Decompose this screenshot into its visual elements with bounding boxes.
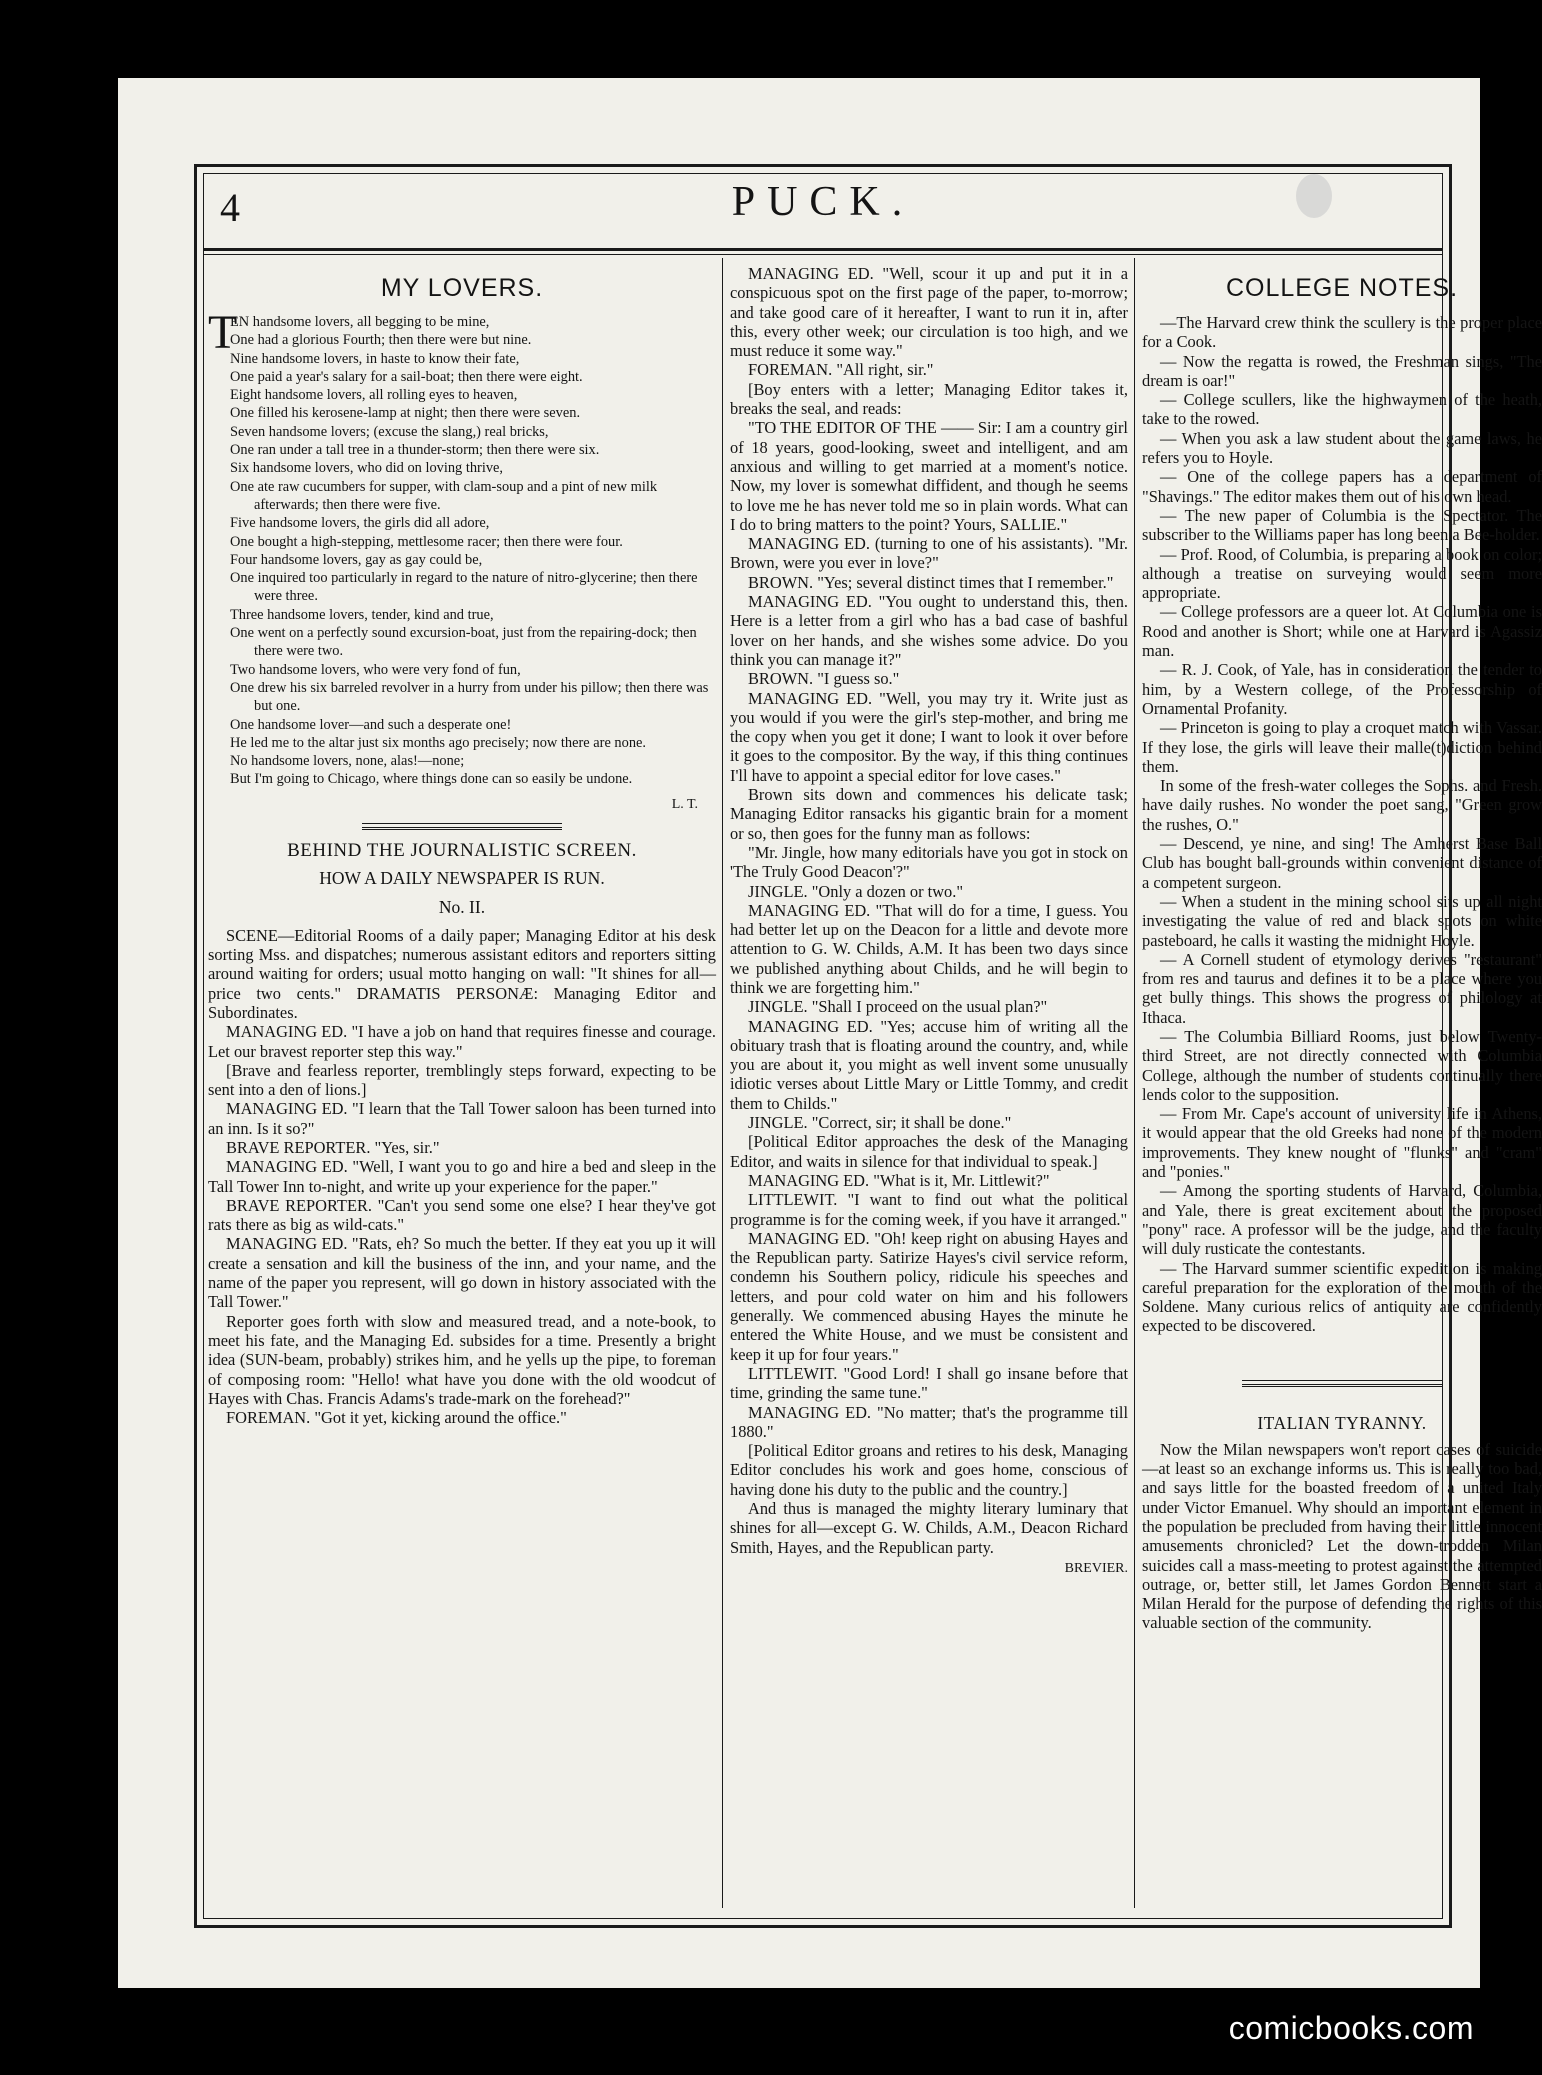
- college-note: — Prof. Rood, of Columbia, is preparing a book on color; although a treatise on surveying would seem more appropriate.: [1142, 544, 1542, 603]
- college-notes-text: [1142, 313, 1542, 1336]
- section-divider-2: [1242, 1380, 1442, 1387]
- college-note: — The Columbia Billiard Rooms, just below Twenty-third Street, are not directly connected with Columbia College, although the number of students continually there lends color to the supposition.: [1142, 1026, 1542, 1104]
- college-note: — Now the regatta is rowed, the Freshman sings, "The dream is oar!": [1142, 351, 1542, 390]
- poem-line: One paid a year's salary for a sail-boat; then there were eight.: [230, 368, 583, 385]
- poem-line: Seven handsome lovers; (excuse the slang,) real bricks,: [230, 423, 549, 440]
- college-note: — College scullers, like the highwaymen of the heath, take to the rowed.: [1142, 390, 1542, 429]
- column-3: [1142, 260, 1542, 1904]
- poem-line: Four handsome lovers, gay as gay could be,: [230, 551, 483, 568]
- paragraph: MANAGING ED. "Oh! keep right on abusing Hayes and the Republican party. Satirize Hayes's civil service reform, condemn his Southern policy, ridicule his speeches and letters, and pour cold water on him and his followers generally. We commenced abusing Hayes the minute he entered the White House, and we must be consistent and keep it up for four years.": [730, 1228, 1128, 1364]
- poem-line: One went on a perfectly sound excursion-boat, just from the repairing-dock; then there were two.: [230, 625, 697, 660]
- college-note: — Descend, ye nine, and sing! The Amherst Base Ball Club has bought ball-grounds within convenient distance of a competent surgeon.: [1142, 834, 1542, 892]
- italian-paragraph: Now the Milan newspapers won't report cases of suicide—at least so an exchange informs us. This is really too bad, and says little for the boasted freedom of a united Italy under Victor Emanuel. Why should an important element in the population be precluded from having their little innocent amusements chronicled? Let the down-trodden Milan suicides call a mass-meeting to protest against the attempted outrage, or, better still, let James Gordon Bennett start a Milan Herald for the purpose of defending the rights of this valuable section of the community.: [1142, 1439, 1542, 1633]
- poem-title: MY LOVERS.: [380, 274, 544, 302]
- journalistic-text-part-1: [208, 926, 716, 1428]
- paragraph: BRAVE REPORTER. "Can't you send some one else? I hear they've got rats there as big as wild-cats.": [208, 1195, 716, 1235]
- poem-line: One bought a high-stepping, mettlesome racer; then there were four.: [230, 533, 623, 550]
- paragraph: BROWN. "Yes; several distinct times that I remember.": [748, 572, 1114, 592]
- poem-dropcap: T: [208, 306, 238, 359]
- paragraph: LITTLEWIT. "Good Lord! I shall go insane before that time, grinding the same tune.": [730, 1363, 1128, 1403]
- poem-line: Eight handsome lovers, all rolling eyes to heaven,: [230, 387, 518, 404]
- poem-line: One ate raw cucumbers for supper, with clam-soup and a pint of new milk afterwards; then there were five.: [230, 478, 658, 513]
- journalistic-text-part-2: [730, 264, 1128, 1557]
- paragraph: MANAGING ED. "That will do for a time, I guess. You had better let up on the Deacon for a little and devote more attention to G. W. Childs, A.M. It has been two days since we published anything about Childs, and he will begin to think we are forgetting him.": [730, 900, 1128, 997]
- college-note: — One of the college papers has a department of "Shavings." The editor makes them out of his own head.: [1142, 467, 1542, 506]
- poem-line: One inquired too particularly in regard to the nature of nitro-glycerine; then there were three.: [230, 570, 698, 605]
- college-note: — College professors are a queer lot. At Columbia one is Rood and another is Short; while one at Harvard is Agassiz man.: [1142, 602, 1542, 661]
- poem-signature: L. T.: [671, 796, 698, 812]
- journalistic-number: No. II.: [438, 896, 486, 917]
- column-1: [208, 260, 716, 1904]
- paragraph: MANAGING ED. "I learn that the Tall Tower saloon has been turned into an inn. Is it so?": [208, 1099, 716, 1138]
- poem-line: Three handsome lovers, tender, kind and true,: [230, 606, 494, 623]
- paragraph: [Political Editor groans and retires to his desk, Managing Editor concludes his work and goes home, conscious of having done his duty to the public and the country.]: [730, 1441, 1128, 1499]
- poem-line: One filled his kerosene-lamp at night; then there were seven.: [230, 405, 581, 422]
- paragraph: Brown sits down and commences his delicate task; Managing Editor ransacks his gigantic brain for a moment or so, then goes for the funny man as follows:: [730, 785, 1128, 843]
- paragraph: MANAGING ED. "What is it, Mr. Littlewit?": [748, 1170, 1050, 1190]
- section-divider: [362, 823, 562, 830]
- italian-text: [1142, 1440, 1542, 1633]
- college-note: — When you ask a law student about the game laws, he refers you to Hoyle.: [1142, 428, 1542, 468]
- journalistic-subtitle: HOW A DAILY NEWSPAPER IS RUN.: [319, 867, 605, 888]
- journalistic-title: BEHIND THE JOURNALISTIC SCREEN.: [287, 839, 637, 861]
- poem-line: Six handsome lovers, who did on loving thrive,: [230, 460, 504, 477]
- college-note: — Among the sporting students of Harvard, Columbia, and Yale, there is great excitement about the proposed "pony" race. A professor will be the judge, and the faculty will duly rusticate the contestants.: [1142, 1181, 1542, 1259]
- poem-line: Nine handsome lovers, in haste to know their fate,: [230, 350, 520, 367]
- poem-line: Two handsome lovers, who were very fond of fun,: [230, 661, 521, 678]
- paragraph: [Political Editor approaches the desk of the Managing Editor, and waits in silence for that individual to speak.]: [730, 1132, 1128, 1171]
- paragraph: MANAGING ED. "Rats, eh? So much the better. If they eat you up it will create a sensation and kill the business of the inn, and your name, and the name of the paper you represent, will go down in history associated with the Tall Tower.": [208, 1234, 716, 1312]
- paragraph: FOREMAN. "Got it yet, kicking around the office.": [226, 1408, 567, 1428]
- paragraph: BROWN. "I guess so.": [748, 669, 900, 689]
- paragraph: MANAGING ED. "I have a job on hand that requires finesse and courage. Let our bravest reporter step this way.": [208, 1022, 716, 1061]
- college-note: — When a student in the mining school sits up all night investigating the value of red and black spots on white pasteboard, he calls it wasting the midnight Hoyle.: [1142, 891, 1542, 950]
- poem-line: He led me to the altar just six months ago precisely; now there are none.: [230, 734, 647, 751]
- column-2: [730, 260, 1128, 1904]
- college-note: In some of the fresh-water colleges the Sophs. and Fresh. have daily rushes. No wonder the poet sang, "Green grow the rushes, O.": [1142, 776, 1542, 834]
- paragraph: JINGLE. "Shall I proceed on the usual plan?": [748, 997, 1048, 1017]
- paragraph: JINGLE. "Only a dozen or two.": [748, 881, 964, 901]
- paragraph: MANAGING ED. "Well, I want you to go and hire a bed and sleep in the Tall Tower Inn to-night, and write up your experience for the paper.": [208, 1157, 716, 1196]
- page-number: 4: [220, 185, 240, 230]
- paragraph: MANAGING ED. "Yes; accuse him of writing all the obituary trash that is floating around the country, and, while you are about it, you might as well invent some unusually idiotic verses about Little Mary or Little Tommy, and credit them to Childs.": [730, 1016, 1128, 1113]
- paragraph: MANAGING ED. "No matter; that's the programme till 1880.": [730, 1402, 1128, 1441]
- paragraph: MANAGING ED. "Well, scour it up and put it in a conspicuous spot on the first page of the paper, to-morrow; and take good care of it hereafter, I want to run it in, after this, every other week; our circulation is too high, and we must reduce it some way.": [730, 264, 1128, 361]
- college-note: — The Harvard summer scientific expedition is making careful preparation for the exploration of the mouth of the Soldene. Many curious relics of antiquity are confidently expected to be discovered.: [1142, 1258, 1542, 1336]
- poem-lines: [230, 313, 716, 789]
- italian-title: ITALIAN TYRANNY.: [1257, 1412, 1427, 1433]
- poem-line: One had a glorious Fourth; then there were but nine.: [230, 332, 532, 349]
- paragraph: [Boy enters with a letter; Managing Editor takes it, breaks the seal, and reads:: [730, 379, 1128, 419]
- paragraph: FOREMAN. "All right, sir.": [748, 360, 934, 380]
- paragraph: SCENE—Editorial Rooms of a daily paper; Managing Editor at his desk sorting Mss. and dispatches; numerous assistant editors and reporters sitting around waiting for orders; usual motto hanging on wall: "It shines for all—price two cents." DRAMATIS PERSONÆ: Managing Editor and Subordinates.: [208, 925, 716, 1022]
- column-rule-2: [1134, 258, 1135, 1908]
- paragraph: "TO THE EDITOR OF THE —— Sir: I am a country girl of 18 years, good-looking, sweet and intelligent, and am anxious and willing to get married at a moment's notice. Now, my lover is somewhat diffident, and though he seems to love me he has never told me so in plain words. What can I do to bring matters to the point? Yours, SALLIE.": [730, 418, 1128, 534]
- journalistic-signature: BREVIER.: [1064, 1560, 1128, 1576]
- newspaper-page: [118, 78, 1542, 1988]
- paragraph: And thus is managed the mighty literary luminary that shines for all—except G. W. Childs, A.M., Deacon Richard Smith, Hayes, and the Republican party.: [730, 1499, 1128, 1557]
- paragraph: BRAVE REPORTER. "Yes, sir.": [226, 1137, 440, 1157]
- paragraph: MANAGING ED. "Well, you may try it. Write just as you would if you were the girl's step-mother, and bring me the copy when you get it done; I want to look it over before it goes to the compositor. By the way, if this thing continues I'll have to appoint a special editor for love cases.": [730, 688, 1128, 785]
- poem-body: [208, 306, 716, 789]
- page-header: [204, 174, 1442, 248]
- paragraph: LITTLEWIT. "I want to find out what the political programme is for the coming week, if you have it arranged.": [730, 1190, 1128, 1229]
- college-note: —The Harvard crew think the scullery is the proper place for a Cook.: [1142, 313, 1542, 352]
- paragraph: Reporter goes forth with slow and measured tread, and a note-book, to meet his fate, and the Managing Ed. subsides for a time. Presently a bright idea (SUN-beam, probably) strikes him, and he yells up the pipe, to foreman of composing room: "Hello! what have you done with the old woodcut of Hayes with Chas. Francis Adams's trade-mark on the forehead?": [208, 1311, 716, 1408]
- header-rule: [204, 248, 1442, 251]
- header-rule-thin: [204, 254, 1442, 255]
- poem-line: Five handsome lovers, the girls did all adore,: [230, 515, 490, 532]
- poem-line: No handsome lovers, none, alas!—none;: [230, 753, 465, 770]
- poem-line: One ran under a tall tree in a thunder-storm; then there were six.: [230, 442, 600, 459]
- watermark: comicbooks.com: [1228, 2010, 1474, 2046]
- masthead: PUCK.: [731, 179, 915, 225]
- poem-line: One handsome lover—and such a desperate one!: [230, 716, 512, 733]
- paragraph: "Mr. Jingle, how many editorials have you got in stock on 'The Truly Good Deacon'?": [730, 842, 1128, 882]
- poem-line: One drew his six barreled revolver in a hurry from under his pillow; then there was but one.: [230, 679, 709, 715]
- paragraph: [Brave and fearless reporter, tremblingly steps forward, expecting to be sent into a den of lions.]: [208, 1060, 716, 1100]
- poem-line: EN handsome lovers, all begging to be mine,: [230, 314, 490, 330]
- column-rule-1: [722, 258, 723, 1908]
- college-note: — Princeton is going to play a croquet match with Vassar. If they lose, the girls will leave their malle(t)diction behind them.: [1142, 718, 1542, 776]
- college-note: — R. J. Cook, of Yale, has in consideration the tender to him, by a Western college, of the Professorship of Ornamental Profanity.: [1142, 660, 1542, 718]
- college-note: — The new paper of Columbia is the Spectator. The subscriber to the Williams paper has long been a Bee-holder.: [1142, 505, 1542, 545]
- paragraph: JINGLE. "Correct, sir; it shall be done.": [748, 1113, 1012, 1133]
- paragraph: MANAGING ED. "You ought to understand this, then. Here is a letter from a girl who has a bad case of bashful lover on her hands, and she wishes some advice. Do you think you can manage it?": [730, 592, 1128, 669]
- poem-line: But I'm going to Chicago, where things done can so easily be undone.: [230, 771, 633, 788]
- college-notes-title: COLLEGE NOTES.: [1225, 274, 1459, 302]
- paragraph: MANAGING ED. (turning to one of his assistants). "Mr. Brown, were you ever in love?": [730, 534, 1128, 573]
- college-note: — From Mr. Cape's account of university life in Athens, it would appear that the old Greeks had none of the modern improvements. They knew nought of "flunks" and "cram" and "ponies.": [1142, 1104, 1542, 1182]
- college-note: — A Cornell student of etymology derives "restaurant" from res and taurus and defines it to be a place where you get bully things. This shows the progress of philology at Ithaca.: [1142, 949, 1542, 1027]
